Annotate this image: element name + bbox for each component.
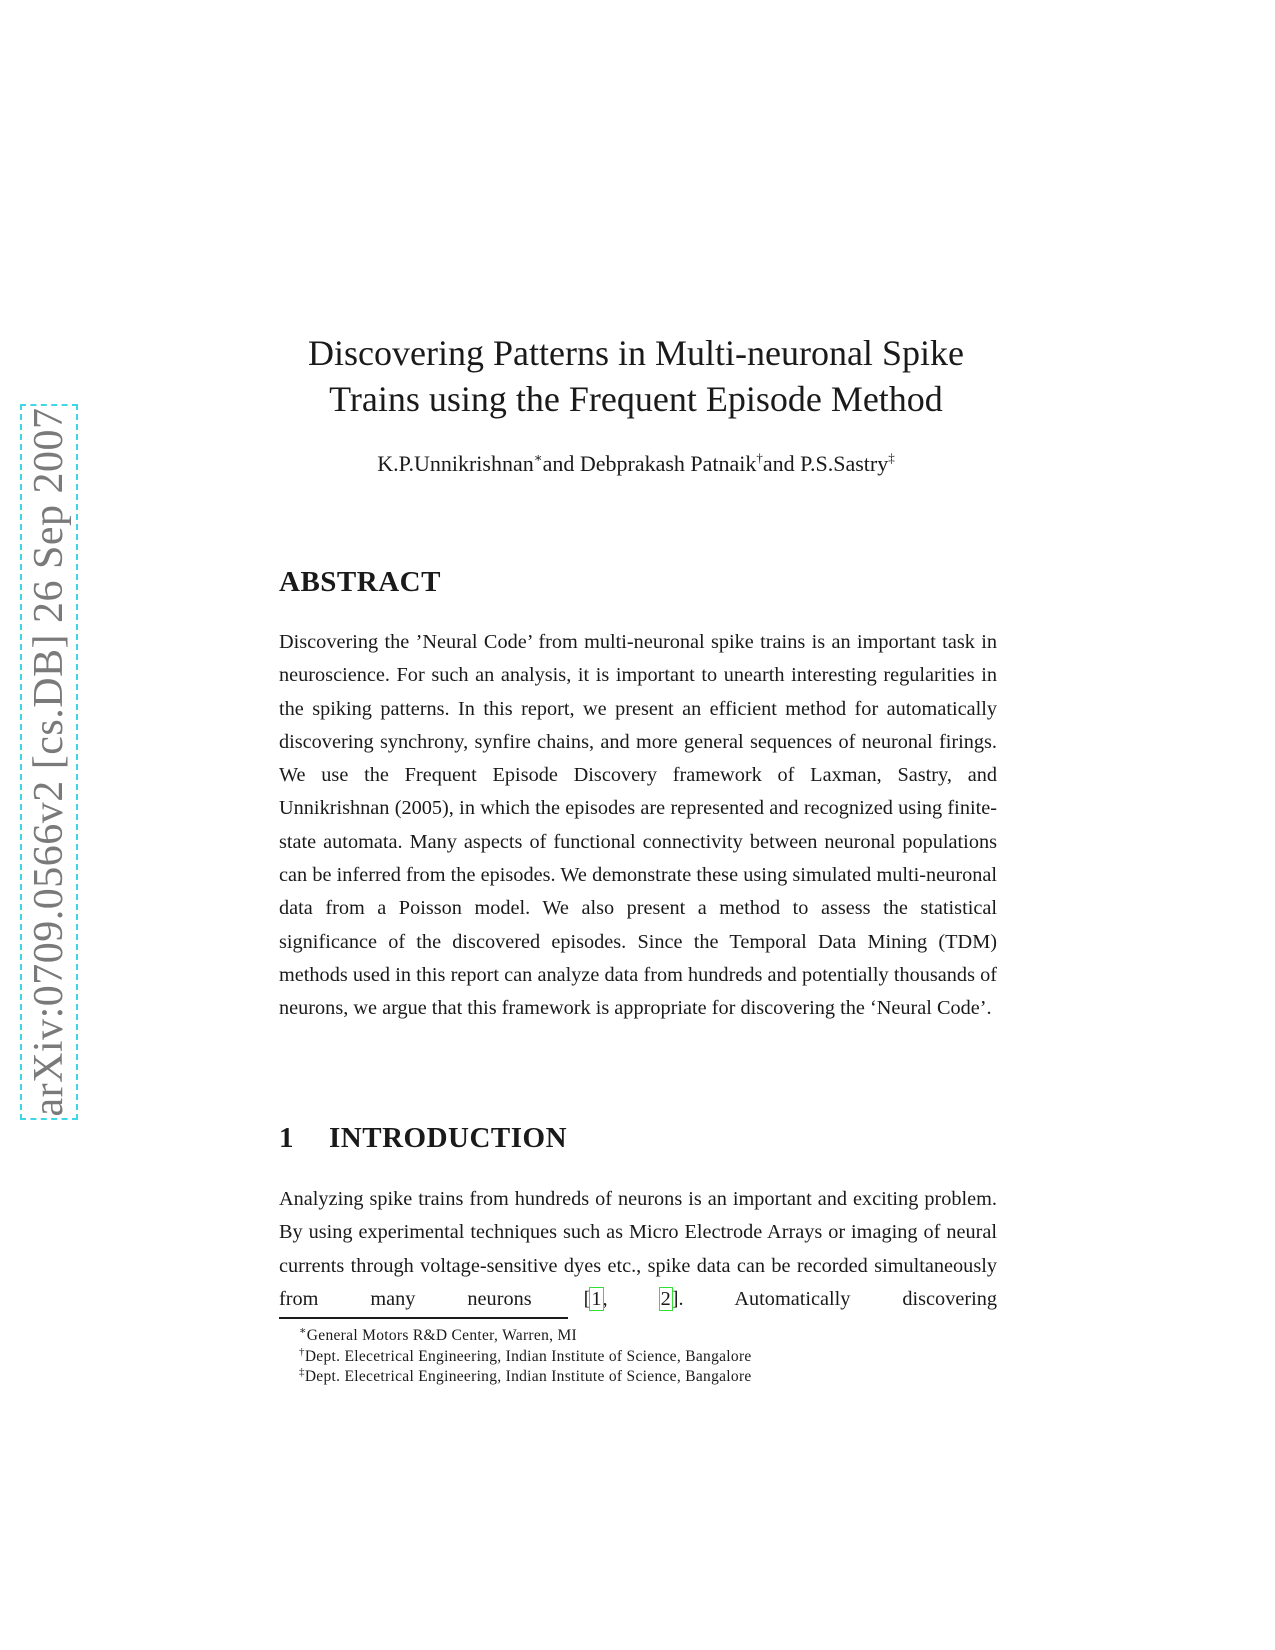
abstract-heading: ABSTRACT: [279, 566, 441, 598]
section-title: INTRODUCTION: [329, 1122, 568, 1154]
author-list: [276, 450, 996, 478]
footnotes: [299, 1326, 1019, 1388]
author-1-name: K.P.Unnikrishnan: [377, 451, 534, 476]
footnote-mark-1: ∗: [533, 450, 543, 465]
footnote-1-text: General Motors R&D Center, Warren, MI: [306, 1327, 578, 1344]
footnote-2-text: Dept. Elecetrical Engineering, Indian Institute of Science, Bangalore: [304, 1347, 752, 1365]
footnote-1: [299, 1326, 1019, 1347]
citation-link-1[interactable]: 1: [591, 1287, 602, 1310]
citation-link-2[interactable]: 2: [660, 1287, 671, 1310]
introduction-heading: [279, 1120, 567, 1156]
title-line-1: Discovering Patterns in Multi-neuronal Spike: [308, 333, 964, 373]
footnote-1-mark: ∗: [299, 1325, 307, 1337]
footnote-divider: [279, 1317, 568, 1319]
intro-paragraph-continuation: . Automatically discovering: [678, 1287, 998, 1310]
paper-title: [276, 330, 996, 422]
section-number: 1: [279, 1122, 294, 1154]
citation-separator: ,: [602, 1287, 660, 1310]
footnote-3: [299, 1367, 1019, 1388]
footnote-2-mark: †: [299, 1345, 305, 1358]
abstract-text: Discovering the ’Neural Code’ from multi-neuronal spike trains is an important task in neuroscience. For such an analysis, it is important to unearth interesting regularities in the spiking patterns. In this report, we present an efficient method for automatically discovering synchrony, synfire chains, and more general sequences of neuronal firings. We use the Frequent Episode Discovery framework of Laxman, Sastry, and Unnikrishnan (2005), in which the episodes are represented and recognized using finite-state automata. Many aspects of functional connectivity between neuronal populations can be inferred from the episodes. We demonstrate these using simulated multi-neuronal data from a Poisson model. We also present a method to assess the statistical significance of the discovered episodes. Since the Temporal Data Mining (TDM) methods used in this report can analyze data from hundreds and potentially thousands of neurons, we argue that this framework is appropriate for discovering the ‘Neural Code’.: [279, 631, 997, 1020]
footnote-3-mark: ‡: [299, 1366, 305, 1378]
footnote-mark-2: †: [756, 450, 763, 465]
title-line-2: Trains using the Frequent Episode Method: [329, 379, 943, 419]
author-2-name: and Debprakash Patnaik: [542, 451, 757, 476]
author-3-name: and P.S.Sastry: [762, 451, 889, 476]
intro-paragraph-text: Analyzing spike trains from hundreds of neurons is an important and exciting problem. By using experimental techniques such as Micro Electrode Arrays or imaging of neural currents through voltage-sensitive dyes etc., spike data can be recorded simultaneously from many neurons: [279, 1188, 997, 1310]
footnote-3-text: Dept. Elecetrical Engineering, Indian Institute of Science, Bangalore: [304, 1368, 752, 1385]
footnote-mark-3: ‡: [888, 450, 895, 465]
arxiv-identifier[interactable]: arXiv:0709.0566v2 [cs.DB] 26 Sep 2007: [26, 407, 72, 1117]
footnote-2: [299, 1347, 1019, 1368]
introduction-text: Analyzing spike trains from hundreds of neurons is an important and exciting problem. By using experimental techniques such as Micro Electrode Arrays or imaging of neural currents through voltage-sensitive dyes etc., spike data can be recorded simultaneously from many neurons [1, 2]. Automatically discovering: [279, 1188, 998, 1310]
